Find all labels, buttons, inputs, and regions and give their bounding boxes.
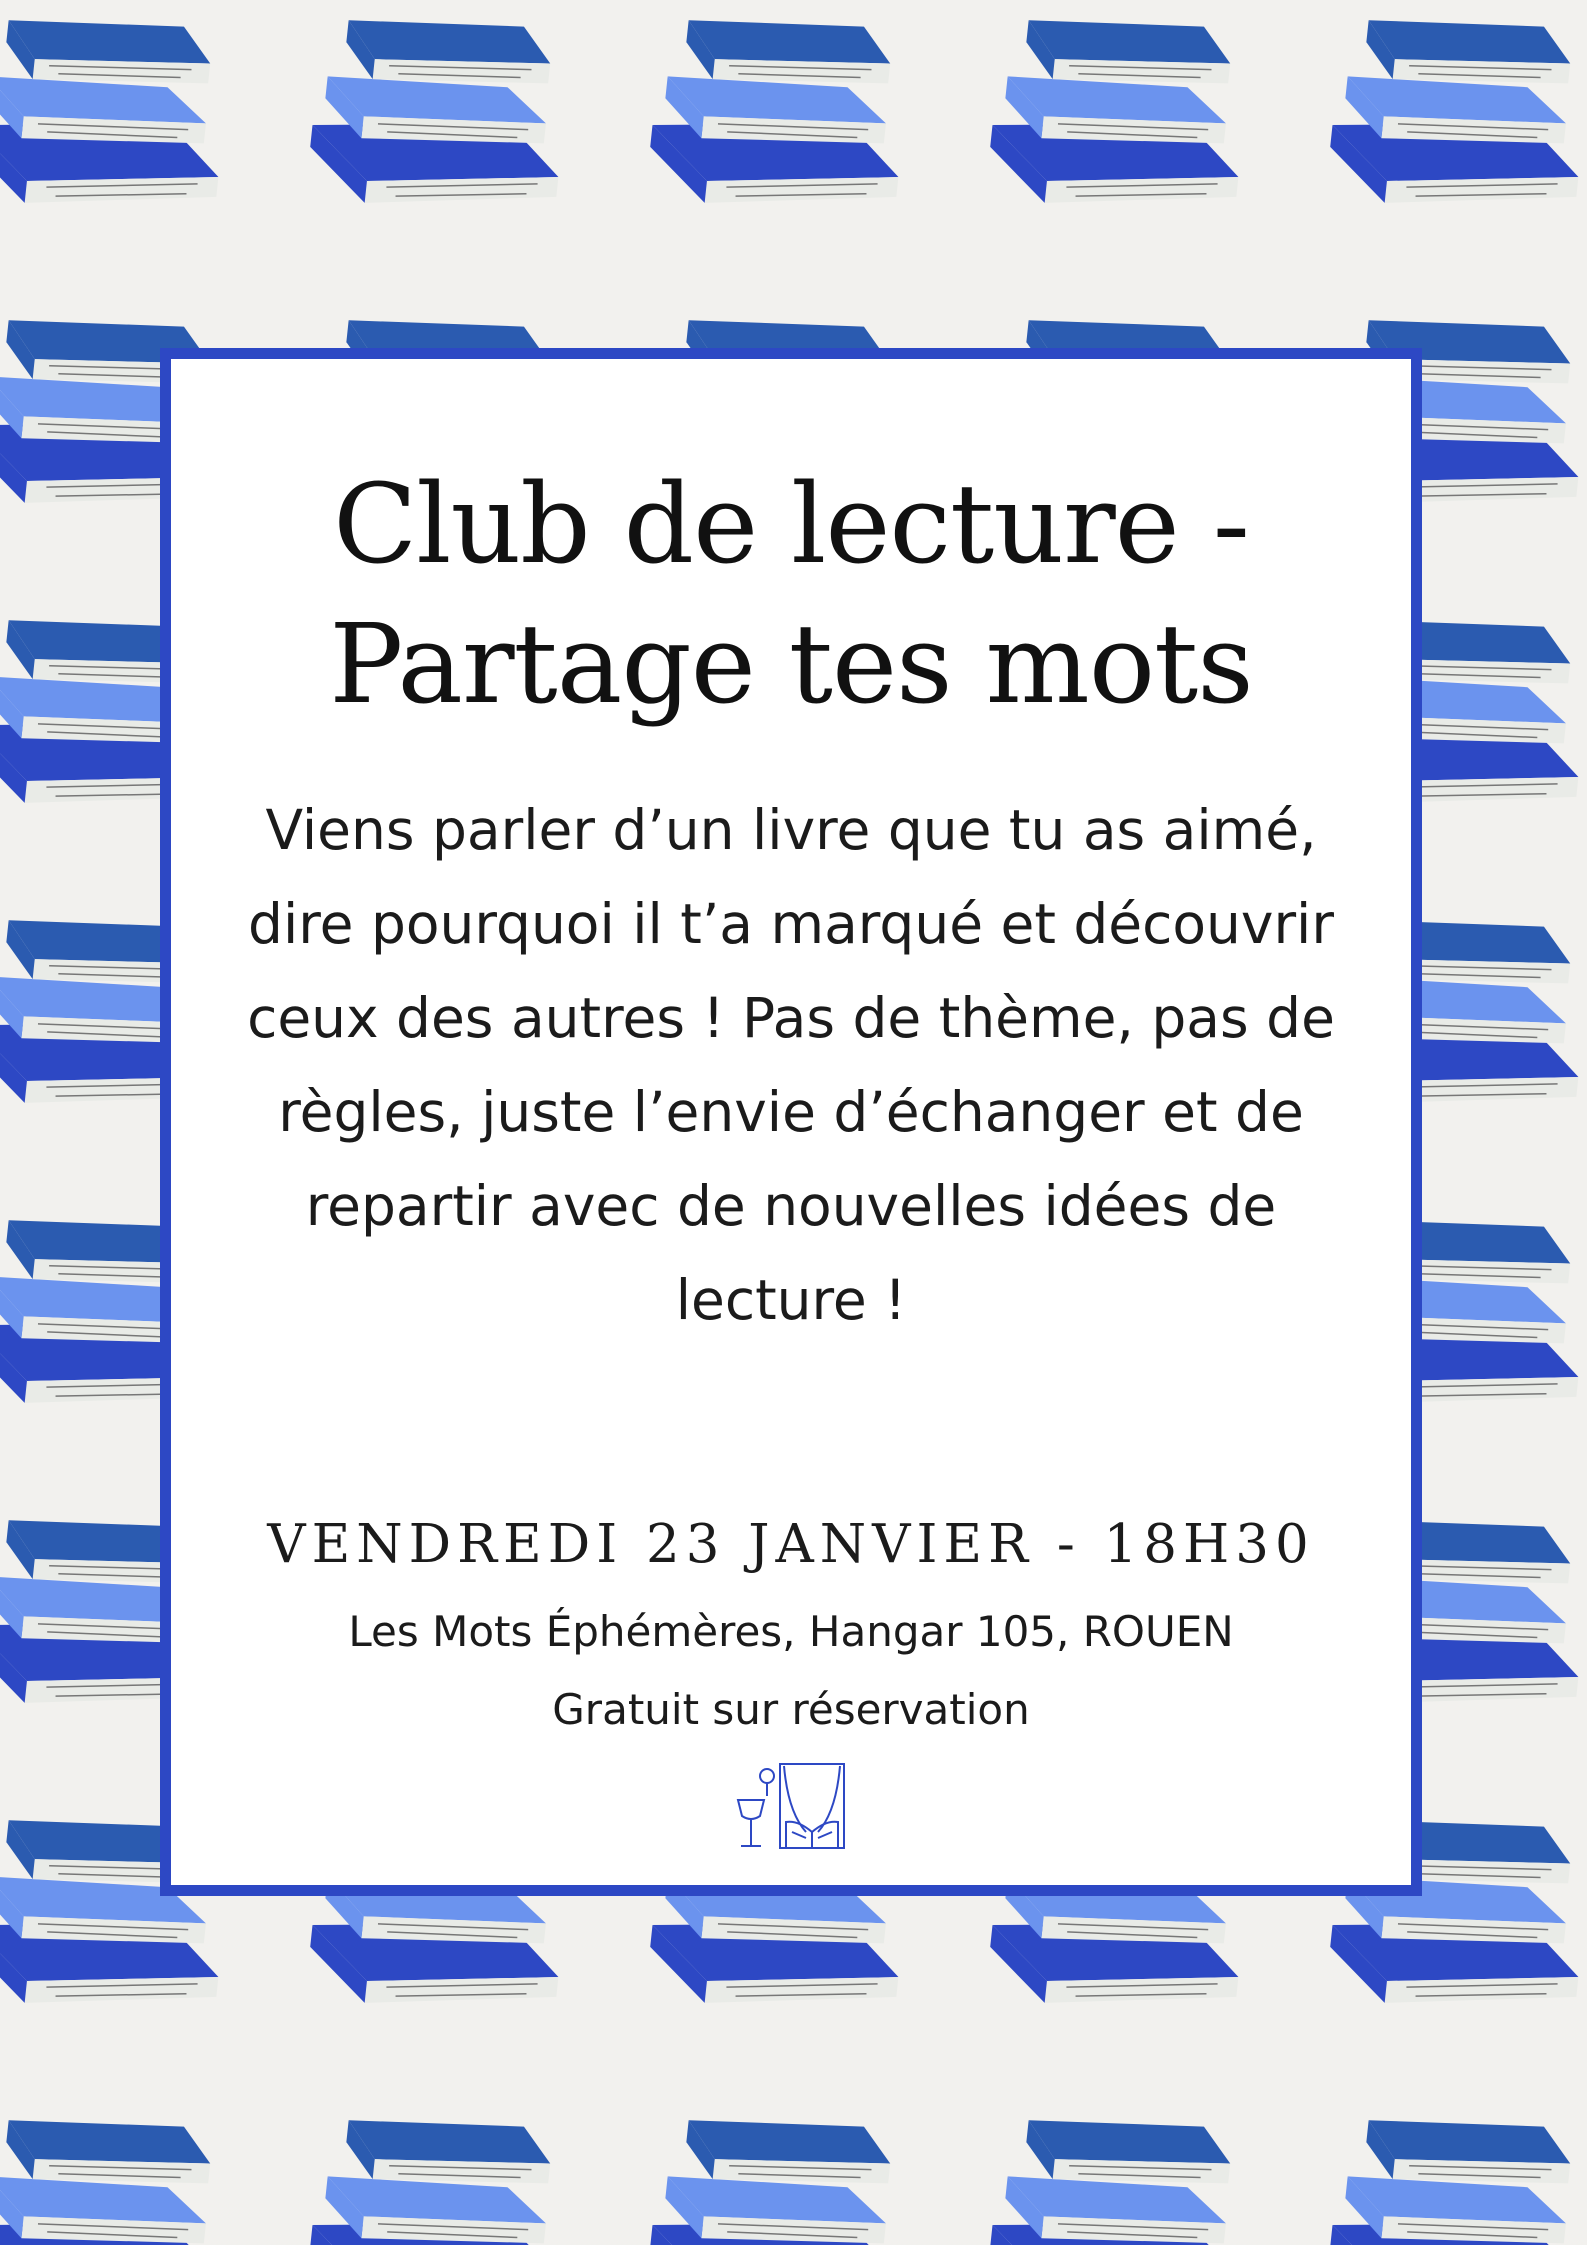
event-title	[171, 454, 1411, 734]
event-location: Les Mots Éphémères, Hangar 105, ROUEN	[348, 1607, 1234, 1656]
event-description: Viens parler d’un livre que tu as aimé, dire pourquoi il t’a marqué et découvrir ceux des autres ! Pas de thème, pas de règles, juste l’envie d’échanger et de repartir avec de nouvelles idées de lecture !	[247, 798, 1335, 1332]
event-title-line-1: Club de lecture -	[333, 460, 1249, 588]
event-card	[160, 348, 1422, 1896]
event-price: Gratuit sur réservation	[552, 1685, 1030, 1734]
event-title-line-2: Partage tes mots	[329, 600, 1253, 728]
event-date: VENDREDI 23 JANVIER - 18H30	[267, 1514, 1315, 1575]
venue-logo-icon	[736, 1762, 846, 1852]
